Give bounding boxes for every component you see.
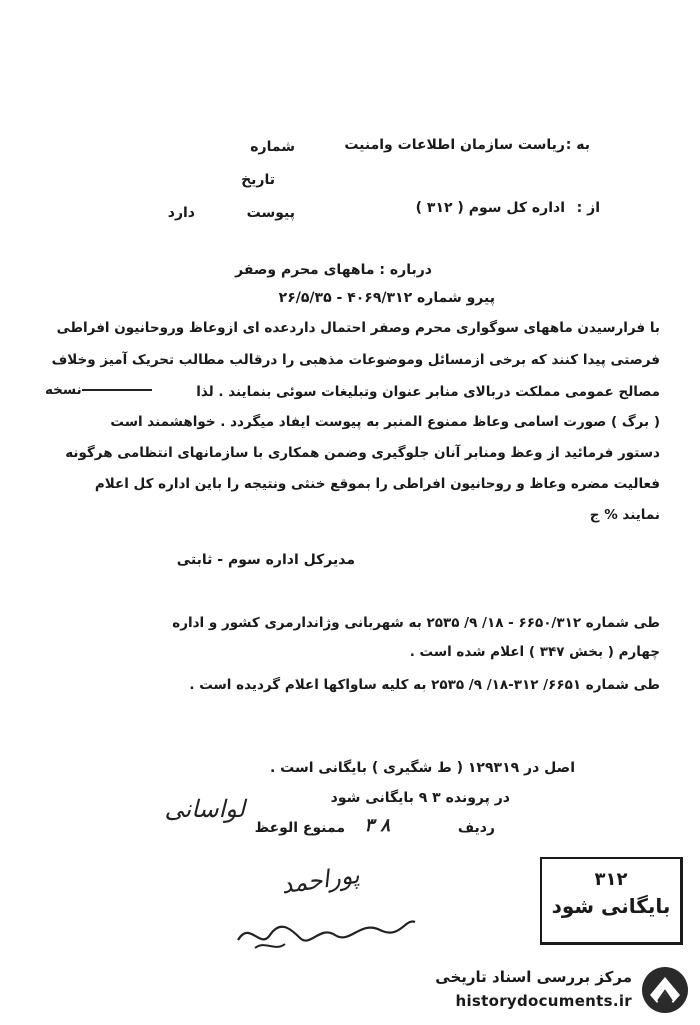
number-label: شماره [250,139,295,155]
note-line-1: طی شماره ۶۶۵۰/۳۱۲ - ۱۸/ ۹/ ۲۵۳۵ به شهربانی وژاندارمری کشور و اداره [172,615,660,631]
body-line-2: فرصتی پیدا کنند که برخی ازمسائل وموضوعات مذهبی را درقالب مطالب تحریک آمیز وخلاف [51,352,660,368]
attachment-label: پیوست [246,205,295,221]
copies-word: نسخه [45,382,82,398]
date-label: تاریخ [241,172,275,188]
body-line-3: مصالح عمومی مملکت دربالای منابر عنوان وتبلیغات سوئی بنمایند . لذا [196,384,660,400]
handwritten-initials: پوراحمد [279,860,362,900]
archive-file: در پرونده ۳ ۹ بایگانی شود [330,790,510,806]
signature: مدیرکل اداره سوم - ثابتی [176,552,355,568]
from-label: از : [576,200,600,216]
signature-scribble [230,900,420,960]
archive-row-value: ۳ ۸ [364,815,390,836]
archive-original: اصل در ۱۲۹۳۱۹ ( ط شگیری ) بایگانی است . [269,760,575,776]
body-copies [45,382,156,398]
archive-row-label: ردیف [457,820,495,836]
body-line-5: دستور فرمائید از وعظ ومنابر آنان جلوگیری وضمن همکاری با سازمانهای انتظامی هرگونه [65,445,660,461]
note-line-3: طی شماره ۶۶۵۱/ ۳۱۲-۱۸/ ۹/ ۲۵۳۵ به کلیه ساواکها اعلام گردیده است . [189,677,660,693]
note-line-2: چهارم ( بخش ۳۴۷ ) اعلام شده است . [409,644,660,660]
footer-url: historydocuments.ir [455,992,632,1010]
handwritten-name: لواسانی [164,795,245,823]
body-line-4: ( برگ ) صورت اسامی وعاظ ممنوع المنبر به پیوست ایفاد میگردد . خواهشمند است [110,414,660,430]
to-value: ریاست سازمان اطلاعات وامنیت [344,137,565,153]
body-line-6: فعالیت مضره وعاظ و روحانیون افراطی را بموقع خنثی ونتیجه را باین اداره کل اعلام [94,476,660,492]
subject: درباره : ماههای محرم وصفر [235,262,432,278]
attachment-value: دارد [167,205,195,221]
body-line-1: با فرارسیدن ماههای سوگواری محرم وصفر احتمال داردعده ای ازوعاظ وروحانیون افراطی [56,320,660,336]
to-label: به : [565,137,590,153]
archive-logo-icon [640,965,690,1015]
body-line-7: نمایند % ج [589,507,660,523]
archive-banned: ممنوع الوعظ [254,820,345,836]
archive-stamp [540,857,683,945]
stamp-text: بایگانی شود [551,894,671,918]
footer-org: مرکز بررسی اسناد تاریخی [435,968,632,986]
from-value: اداره کل سوم ( ۳۱۲ ) [415,200,565,216]
reference: پیرو شماره ۴۰۶۹/۳۱۲ - ۲۶/۵/۳۵ [278,290,495,306]
stamp-number: ۳۱۲ [594,869,628,890]
